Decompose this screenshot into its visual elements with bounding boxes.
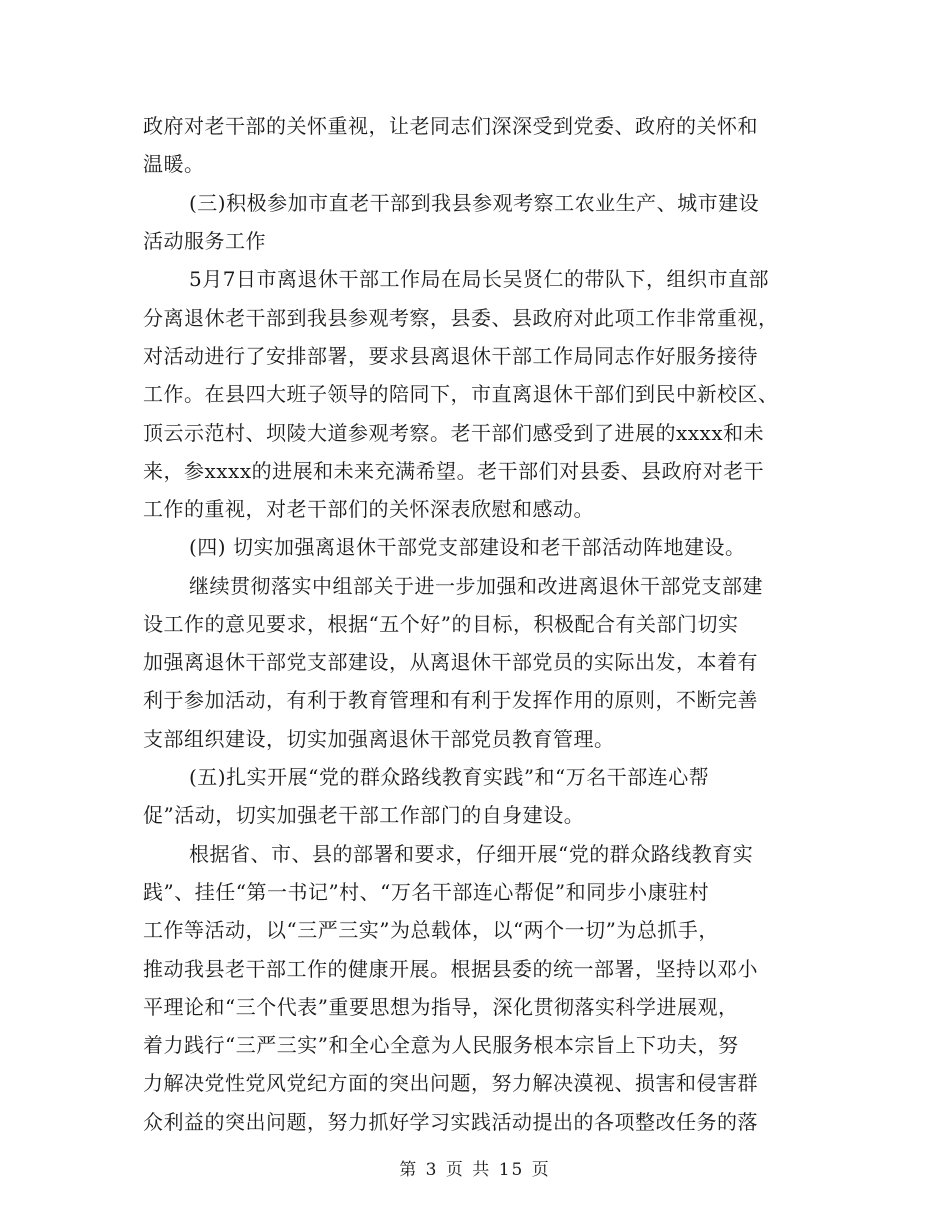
body-text-line: 顶云示范村、坝陵大道参观考察。老干部们感受到了进展的xxxx和未 bbox=[143, 421, 765, 445]
body-text-line: 工作的重视，对老干部们的关怀深表欣慰和感动。 bbox=[143, 497, 594, 521]
body-text-line: 践”、挂任“第一书记”村、“万名干部连心帮促”和同步小康驻村 bbox=[143, 880, 710, 904]
body-text-line: 加强离退休干部党支部建设，从离退休干部党员的实际出发，本着有 bbox=[143, 650, 758, 674]
body-text-line: 对活动进行了安排部署，要求县离退休干部工作局同志作好服务接待 bbox=[143, 344, 758, 368]
body-text-line: 政府对老干部的关怀重视，让老同志们深深受到党委、政府的关怀和 bbox=[143, 114, 758, 138]
section-heading: (三)积极参加市直老干部到我县参观考察工农业生产、城市建设 bbox=[189, 191, 760, 215]
body-text-line: 温暖。 bbox=[143, 152, 205, 176]
body-text-line: 众利益的突出问题，努力抓好学习实践活动提出的各项整改任务的落 bbox=[143, 1110, 758, 1134]
page-footer: 第 3 页 共 15 页 bbox=[399, 1160, 551, 1180]
section-heading: (四) 切实加强离退休干部党支部建设和老干部活动阵地建设。 bbox=[189, 535, 746, 559]
section-heading: 活动服务工作 bbox=[143, 229, 266, 253]
section-heading: (五)扎实开展“党的群众路线教育实践”和“万名干部连心帮 bbox=[189, 765, 710, 789]
body-text-line: 继续贯彻落实中组部关于进一步加强和改进离退休干部党支部建 bbox=[189, 574, 763, 598]
body-text-line: 来，参xxxx的进展和未来充满希望。老干部们对县委、县政府对老干 bbox=[143, 459, 765, 483]
body-text-line: 分离退休老干部到我县参观考察，县委、县政府对此项工作非常重视， bbox=[143, 306, 779, 330]
body-text-line: 5月7日市离退休干部工作局在局长吴贤仁的带队下，组织市直部 bbox=[189, 267, 769, 291]
section-heading: 促”活动，切实加强老干部工作部门的自身建设。 bbox=[143, 803, 585, 827]
body-text-line: 平理论和“三个代表”重要思想为指导，深化贯彻落实科学进展观， bbox=[143, 995, 739, 1019]
body-text-line: 支部组织建设，切实加强离退休干部党员教育管理。 bbox=[143, 727, 615, 751]
body-text-line: 着力践行“三严三实”和全心全意为人民服务根本宗旨上下功夫，努 bbox=[143, 1033, 739, 1057]
body-text-line: 工作。在县四大班子领导的陪同下，市直离退休干部们到民中新校区、 bbox=[143, 382, 779, 406]
body-text-line: 利于参加活动，有利于教育管理和有利于发挥作用的原则，不断完善 bbox=[143, 688, 758, 712]
body-text-line: 根据省、市、县的部署和要求，仔细开展“党的群众路线教育实 bbox=[189, 842, 754, 866]
body-text-line: 推动我县老干部工作的健康开展。根据县委的统一部署，坚持以邓小 bbox=[143, 957, 758, 981]
body-text-line: 设工作的意见要求，根据“五个好”的目标，积极配合有关部门切实 bbox=[143, 612, 739, 636]
body-text-line: 工作等活动，以“三严三实”为总载体，以“两个一切”为总抓手， bbox=[143, 918, 719, 942]
body-text-line: 力解决党性党风党纪方面的突出问题，努力解决漠视、损害和侵害群 bbox=[143, 1071, 758, 1095]
